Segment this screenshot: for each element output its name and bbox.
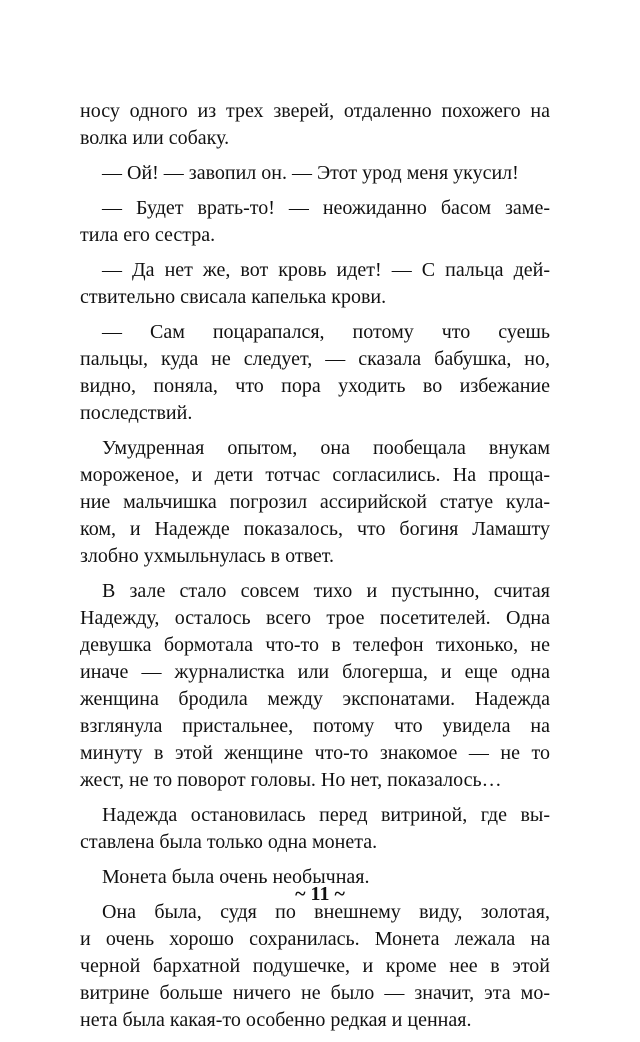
text-line: Надежда остановилась перед витриной, где вы- <box>102 804 550 826</box>
paragraph <box>80 319 550 427</box>
text-line: и очень хорошо сохранилась. Монета лежала на <box>80 928 550 950</box>
text-line: ствительно свисала капелька крови. <box>80 286 387 308</box>
text-line: взглянула пристальнее, потому что увидела на <box>80 715 550 737</box>
text-line: женщина бродила между экспонатами. Надежда <box>80 688 550 710</box>
text-line: тила его сестра. <box>80 224 216 246</box>
text-line: мороженое, и дети тотчас согласились. На проща- <box>80 464 550 486</box>
paragraph <box>80 160 550 187</box>
text-line: Умудренная опытом, она пообещала внукам <box>102 437 550 459</box>
text-line: — Ой! — завопил он. — Этот урод меня укусил! <box>102 162 519 184</box>
text-line: носу одного из трех зверей, отдаленно похожего на <box>80 100 550 122</box>
text-line: В зале стало совсем тихо и пустынно, считая <box>102 580 550 602</box>
text-line: видно, поняла, что пора уходить во избежание <box>80 375 550 397</box>
text-line: нета была какая-то особенно редкая и ценная. <box>80 1009 472 1031</box>
text-line: — Сам поцарапался, потому что суешь <box>102 321 550 343</box>
text-line: девушка бормотала что-то в телефон тихонько, не <box>80 634 550 656</box>
text-line: минуту в этой женщине что-то знакомое — не то <box>80 742 550 764</box>
text-line: ние мальчишка погрозил ассирийской статуе кула- <box>80 491 550 513</box>
paragraph <box>80 195 550 249</box>
text-line: иначе — журналистка или блогерша, и еще одна <box>80 661 550 683</box>
text-line: ком, и Надежде показалось, что богиня Ламашту <box>80 518 550 540</box>
text-line: злобно ухмыльнулась в ответ. <box>80 545 334 567</box>
text-line: волка или собаку. <box>80 127 230 149</box>
text-line: Монета была очень необычная. <box>102 866 370 888</box>
text-line: витрине больше ничего не было — значит, эта мо- <box>80 982 550 1004</box>
paragraph <box>80 435 550 570</box>
paragraph <box>80 802 550 856</box>
text-line: черной бархатной подушечке, и кроме нее в этой <box>80 955 550 977</box>
text-line: пальцы, куда не следует, — сказала бабушка, но, <box>80 348 550 370</box>
text-line: — Будет врать-то! — неожиданно басом заме- <box>102 197 550 219</box>
text-line: Надежду, осталось всего трое посетителей. Одна <box>80 607 550 629</box>
paragraph <box>80 578 550 794</box>
text-line: жест, не то поворот головы. Но нет, показалось… <box>80 769 502 791</box>
text-line: Она была, судя по внешнему виду, золотая, <box>102 901 550 923</box>
paragraph <box>80 899 550 1034</box>
text-line: последствий. <box>80 402 193 424</box>
page-number: ~ 11 ~ <box>295 883 345 905</box>
paragraph <box>80 257 550 311</box>
paragraph <box>80 98 550 152</box>
text-line: ставлена была только одна монета. <box>80 831 378 853</box>
text-line: — Да нет же, вот кровь идет! — С пальца дей- <box>102 259 550 281</box>
